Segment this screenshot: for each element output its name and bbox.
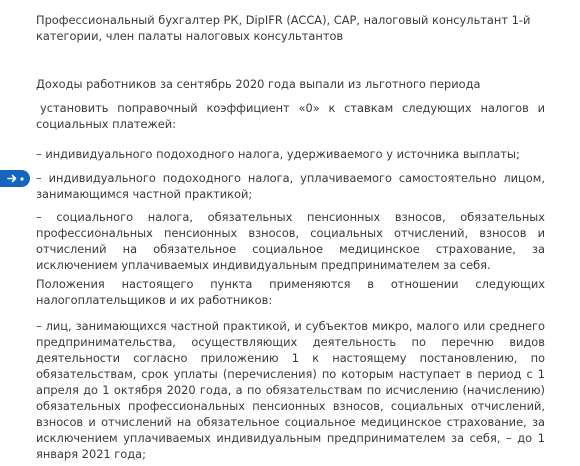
list-item-social-tax: – социального налога, обязательных пенсионных взносов, обязательных профессиональных пенсионных взносов, социальных отчислений, взносов и отчислений на обязательное социальное медицинское страхование, за исключением уплачиваемых индивидуальным предпринимателем за себя. bbox=[36, 210, 545, 272]
paragraph-provisions: Положения настоящего пункта применяются в отношении следующих налогоплательщиков и их работников: bbox=[36, 277, 545, 307]
arrow-right-icon bbox=[7, 174, 18, 183]
list-item-ipn-source: – индивидуального подоходного налога, удерживаемого у источника выплаты; bbox=[36, 147, 520, 161]
list-item-private-practice-subjects: – лиц, занимающихся частной практикой, и субъектов микро, малого или среднего предпринимательства, осуществляющих деятельность по перечню видов деятельности согласно приложению 1 к настоящему постановлению, по обязательствам, срок уплаты (перечисления) по которым наступает в период с 1 апреля до 1 октября 2020 года, а по обязательствам по исчислению (начислению) обязательных профессиональных пенсионных взносов, социальных отчислений, взносов и отчислений на обязательное социальное медицинское страхование, за исключением уплачиваемых индивидуальным предпринимателем за себя, – до 1 января 2021 года; bbox=[36, 319, 545, 461]
list-item-ipn-private-practice: – индивидуального подоходного налога, уплачиваемого самостоятельно лицом, занимающимся частной практикой; bbox=[36, 171, 545, 201]
article-subtitle: Доходы работников за сентябрь 2020 года выпали из льготного периода bbox=[36, 77, 481, 91]
author-info: Профессиональный бухгалтер РК, DipIFR (ACCA), CAP, налоговый консультант 1-й категории, член палаты налоговых консультантов bbox=[36, 13, 531, 43]
paragraph-coefficient: установить поправочный коэффициент «0» к ставкам следующих налогов и социальных платежей: bbox=[36, 101, 545, 131]
dot-icon bbox=[20, 177, 24, 181]
share-button[interactable] bbox=[0, 170, 30, 187]
